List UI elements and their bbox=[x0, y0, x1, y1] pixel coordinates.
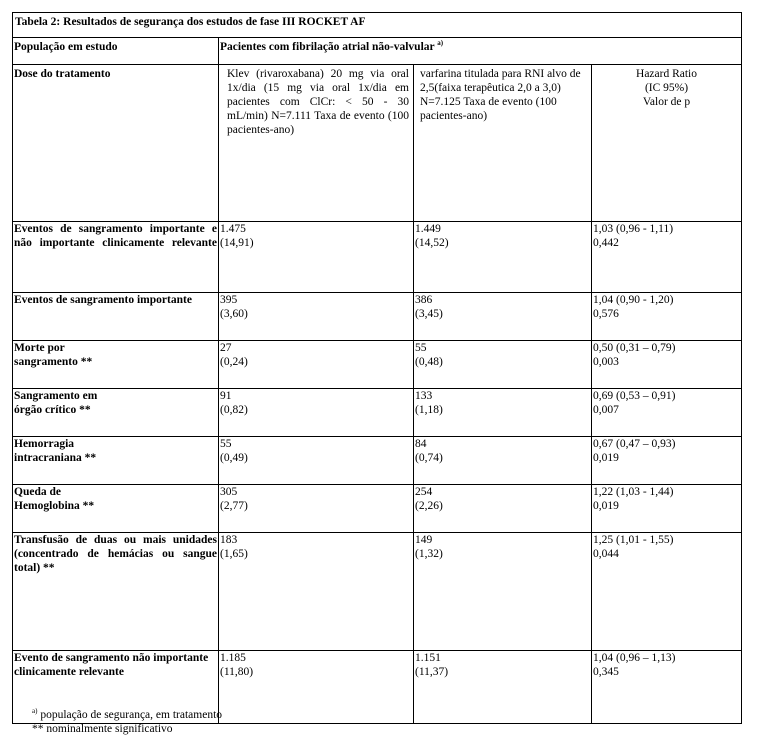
dose-label: Dose do tratamento bbox=[13, 65, 219, 222]
row-label: Transfusão de duas ou mais unidades (concentrado de hemácias ou sangue total) ** bbox=[13, 533, 219, 651]
row-label: Eventos de sangramento importante bbox=[13, 293, 219, 341]
event-count: 183 bbox=[220, 534, 238, 546]
hazard-ratio-cell bbox=[592, 485, 742, 533]
hazard-ratio-cell bbox=[592, 293, 742, 341]
hazard-ratio-header bbox=[592, 65, 742, 222]
population-value: Pacientes com fibrilação atrial não-valvular bbox=[220, 41, 435, 53]
warfarin-cell bbox=[414, 293, 592, 341]
warfarin-cell bbox=[414, 533, 592, 651]
row-label: Hemorragia intracraniana ** bbox=[13, 437, 219, 485]
event-rate: (14,91) bbox=[220, 237, 254, 249]
row-label: Morte por sangramento ** bbox=[13, 341, 219, 389]
event-rate: (0,74) bbox=[415, 452, 443, 464]
warfarin-cell bbox=[414, 485, 592, 533]
event-count: 1.185 bbox=[220, 652, 246, 664]
event-count: 91 bbox=[220, 390, 232, 402]
population-label: População em estudo bbox=[13, 38, 219, 65]
warfarin-cell bbox=[414, 389, 592, 437]
hazard-ratio-cell bbox=[592, 222, 742, 293]
row-label: Evento de sangramento não importante clinicamente relevante bbox=[13, 651, 219, 724]
event-rate: (1,65) bbox=[220, 548, 248, 560]
rivaroxaban-cell bbox=[219, 437, 414, 485]
p-value-label: Valor de p bbox=[642, 96, 691, 108]
event-count: 305 bbox=[220, 486, 238, 498]
rivaroxaban-cell bbox=[219, 485, 414, 533]
warfarin-cell bbox=[414, 341, 592, 389]
table-row bbox=[13, 341, 742, 389]
event-rate: (11,80) bbox=[220, 666, 254, 678]
event-rate: (14,52) bbox=[415, 237, 449, 249]
hazard-ratio-cell bbox=[592, 533, 742, 651]
rivaroxaban-cell bbox=[219, 389, 414, 437]
table-row bbox=[13, 389, 742, 437]
event-rate: (1,18) bbox=[415, 404, 443, 416]
table-caption: Tabela 2: Resultados de segurança dos estudos de fase III ROCKET AF bbox=[13, 13, 742, 38]
event-count: 55 bbox=[220, 438, 232, 450]
rivaroxaban-cell bbox=[219, 341, 414, 389]
footnote-safety-population bbox=[32, 708, 222, 722]
hazard-ratio-cell bbox=[592, 437, 742, 485]
warfarin-cell bbox=[414, 651, 592, 724]
hazard-ratio-cell bbox=[592, 651, 742, 724]
event-rate: (0,82) bbox=[220, 404, 248, 416]
safety-results-table bbox=[12, 12, 742, 724]
hazard-ratio-value: 1,04 (0,90 - 1,20) bbox=[593, 294, 674, 306]
row-label: Queda de Hemoglobina ** bbox=[13, 485, 219, 533]
hazard-ratio-value: 1,22 (1,03 - 1,44) bbox=[593, 486, 674, 498]
rivaroxaban-header: Klev (rivaroxabana) 20 mg via oral 1x/dia (15 mg via oral 1x/dia em pacientes com ClCr: < 50 - 30 mL/min) N=7.111 Taxa de evento (100 pacientes-ano) bbox=[219, 65, 414, 222]
event-rate: (0,49) bbox=[220, 452, 248, 464]
table-footnotes bbox=[32, 708, 222, 736]
event-count: 133 bbox=[415, 390, 433, 402]
event-count: 254 bbox=[415, 486, 433, 498]
rivaroxaban-cell bbox=[219, 222, 414, 293]
event-count: 27 bbox=[220, 342, 232, 354]
event-rate: (11,37) bbox=[415, 666, 449, 678]
event-rate: (3,45) bbox=[415, 308, 443, 320]
event-count: 149 bbox=[415, 534, 433, 546]
population-footnote-mark: a) bbox=[437, 39, 444, 48]
p-value: 0,442 bbox=[593, 237, 619, 249]
rivaroxaban-cell bbox=[219, 651, 414, 724]
row-label: Eventos de sangramento importante e não importante clinicamente relevante bbox=[13, 222, 219, 293]
population-value-cell bbox=[219, 38, 742, 65]
table-row bbox=[13, 533, 742, 651]
warfarin-cell bbox=[414, 437, 592, 485]
p-value: 0,003 bbox=[593, 356, 619, 368]
footnote-nominal: ** nominalmente significativo bbox=[32, 723, 173, 735]
p-value: 0,019 bbox=[593, 500, 619, 512]
hazard-ratio-value: 1,25 (1,01 - 1,55) bbox=[593, 534, 674, 546]
p-value: 0,019 bbox=[593, 452, 619, 464]
event-count: 84 bbox=[415, 438, 427, 450]
event-count: 395 bbox=[220, 294, 238, 306]
hazard-ratio-value: 1,03 (0,96 - 1,11) bbox=[593, 223, 674, 235]
warfarin-cell bbox=[414, 222, 592, 293]
warfarin-header: varfarina titulada para RNI alvo de 2,5(faixa terapêutica 2,0 a 3,0) N=7.125 Taxa de evento (100 pacientes-ano) bbox=[414, 65, 592, 222]
event-count: 1.475 bbox=[220, 223, 246, 235]
event-count: 386 bbox=[415, 294, 433, 306]
ci-label: (IC 95%) bbox=[644, 82, 689, 94]
hazard-ratio-label: Hazard Ratio bbox=[636, 68, 698, 80]
hazard-ratio-cell bbox=[592, 389, 742, 437]
event-rate: (1,32) bbox=[415, 548, 443, 560]
event-count: 55 bbox=[415, 342, 427, 354]
footnote-text: população de segurança, em tratamento bbox=[37, 709, 223, 721]
p-value: 0,345 bbox=[593, 666, 619, 678]
p-value: 0,044 bbox=[593, 548, 619, 560]
rivaroxaban-cell bbox=[219, 533, 414, 651]
event-rate: (0,48) bbox=[415, 356, 443, 368]
table-row bbox=[13, 485, 742, 533]
hazard-ratio-value: 0,50 (0,31 – 0,79) bbox=[593, 342, 676, 354]
event-rate: (2,26) bbox=[415, 500, 443, 512]
hazard-ratio-value: 0,67 (0,47 – 0,93) bbox=[593, 438, 676, 450]
dose-row bbox=[13, 65, 742, 222]
hazard-ratio-value: 1,04 (0,96 – 1,13) bbox=[593, 652, 676, 664]
event-rate: (2,77) bbox=[220, 500, 248, 512]
event-rate: (3,60) bbox=[220, 308, 248, 320]
rivaroxaban-cell bbox=[219, 293, 414, 341]
event-rate: (0,24) bbox=[220, 356, 248, 368]
event-count: 1.449 bbox=[415, 223, 441, 235]
p-value: 0,007 bbox=[593, 404, 619, 416]
table-row bbox=[13, 222, 742, 293]
footnote-mark: a) bbox=[32, 707, 38, 716]
row-label: Sangramento em órgão crítico ** bbox=[13, 389, 219, 437]
table-row bbox=[13, 437, 742, 485]
p-value: 0,576 bbox=[593, 308, 619, 320]
population-row bbox=[13, 38, 742, 65]
hazard-ratio-value: 0,69 (0,53 – 0,91) bbox=[593, 390, 676, 402]
hazard-ratio-cell bbox=[592, 341, 742, 389]
event-count: 1.151 bbox=[415, 652, 441, 664]
table-caption-row bbox=[13, 13, 742, 38]
table-row bbox=[13, 293, 742, 341]
